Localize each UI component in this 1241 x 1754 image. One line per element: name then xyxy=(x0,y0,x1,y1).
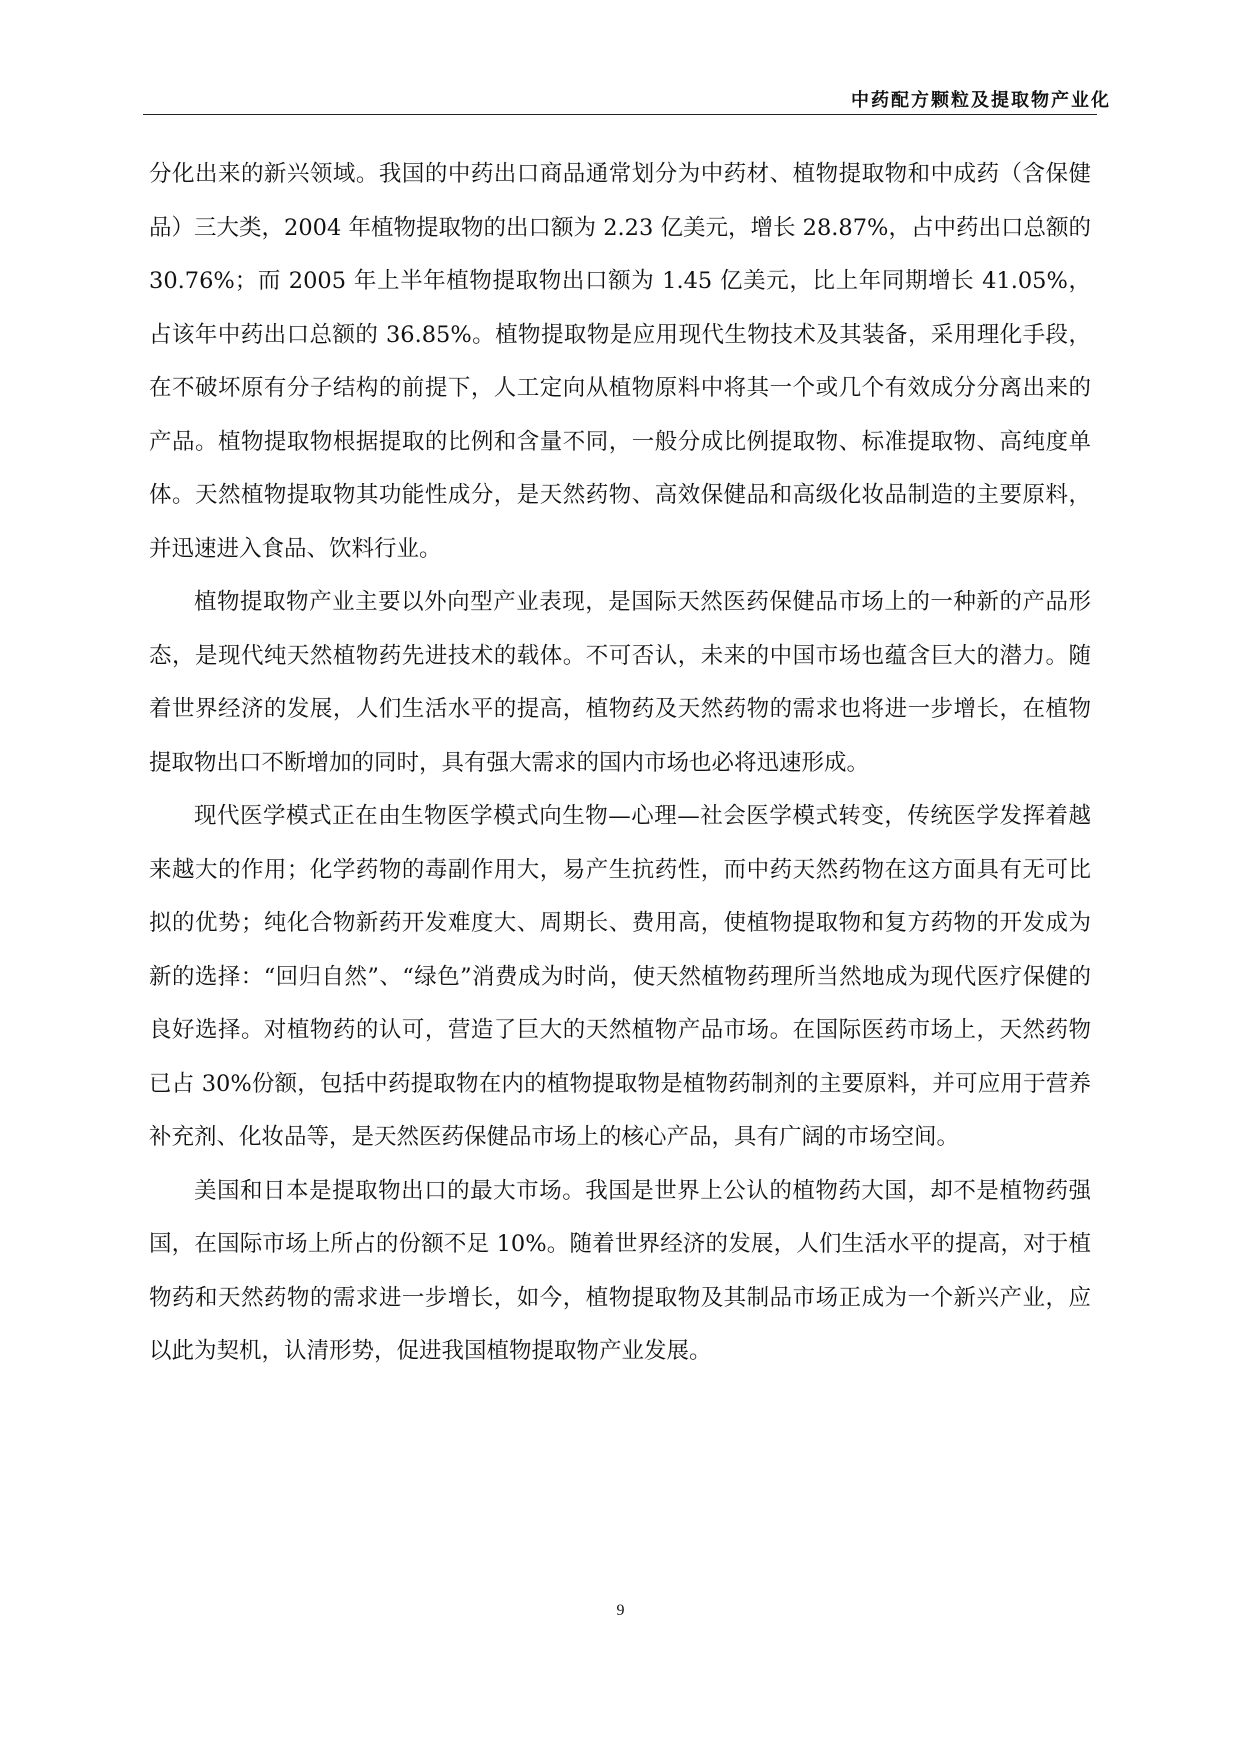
paragraph: 现代医学模式正在由生物医学模式向生物—心理—社会医学模式转变，传统医学发挥着越来越大的作用；化学药物的毒副作用大，易产生抗药性，而中药天然药物在这方面具有无可比拟的优势；纯化合物新药开发难度大、周期长、费用高，使植物提取物和复方药物的开发成为新的选择：“回归自然”、“绿色”消费成为时尚，使天然植物药理所当然地成为现代医疗保健的良好选择。对植物药的认可，营造了巨大的天然植物产品市场。在国际医药市场上，天然药物已占 30%份额，包括中药提取物在内的植物提取物是植物药制剂的主要原料，并可应用于营养补充剂、化妆品等，是天然医药保健品市场上的核心产品，具有广阔的市场空间。 xyxy=(149,803,1091,1150)
paragraph: 美国和日本是提取物出口的最大市场。我国是世界上公认的植物药大国，却不是植物药强国，在国际市场上所占的份额不足 10%。随着世界经济的发展，人们生活水平的提高，对于植物药和天然药物的需求进一步增长，如今，植物提取物及其制品市场正成为一个新兴产业，应以此为契机，认清形势，促进我国植物提取物产业发展。 xyxy=(149,1177,1091,1364)
body-text xyxy=(149,148,1091,1379)
paragraph-continued: 分化出来的新兴领域。我国的中药出口商品通常划分为中药材、植物提取物和中成药（含保健品）三大类，2004 年植物提取物的出口额为 2.23 亿美元，增长 28.87%，占中药出口总额的 30.76%；而 2005 年上半年植物提取物出口额为 1.45 亿美元，比上年同期增长 41.05%，占该年中药出口总额的 36.85%。植物提取物是应用现代生物技术及其装备，采用理化手段，在不破坏原有分子结构的前提下，人工定向从植物原料中将其一个或几个有效成分分离出来的产品。植物提取物根据提取的比例和含量不同，一般分成比例提取物、标准提取物、高纯度单体。天然植物提取物其功能性成分，是天然药物、高效保健品和高级化妆品制造的主要原料，并迅速进入食品、饮料行业。 xyxy=(149,161,1091,562)
paragraph: 植物提取物产业主要以外向型产业表现，是国际天然医药保健品市场上的一种新的产品形态，是现代纯天然植物药先进技术的载体。不可否认，未来的中国市场也蕴含巨大的潜力。随着世界经济的发展，人们生活水平的提高，植物药及天然药物的需求也将进一步增长，在植物提取物出口不断增加的同时，具有强大需求的国内市场也必将迅速形成。 xyxy=(149,589,1091,776)
page-number: 9 xyxy=(616,1602,625,1619)
running-header-title: 中药配方颗粒及提取物产业化 xyxy=(851,90,1111,111)
header-divider xyxy=(143,114,1097,115)
